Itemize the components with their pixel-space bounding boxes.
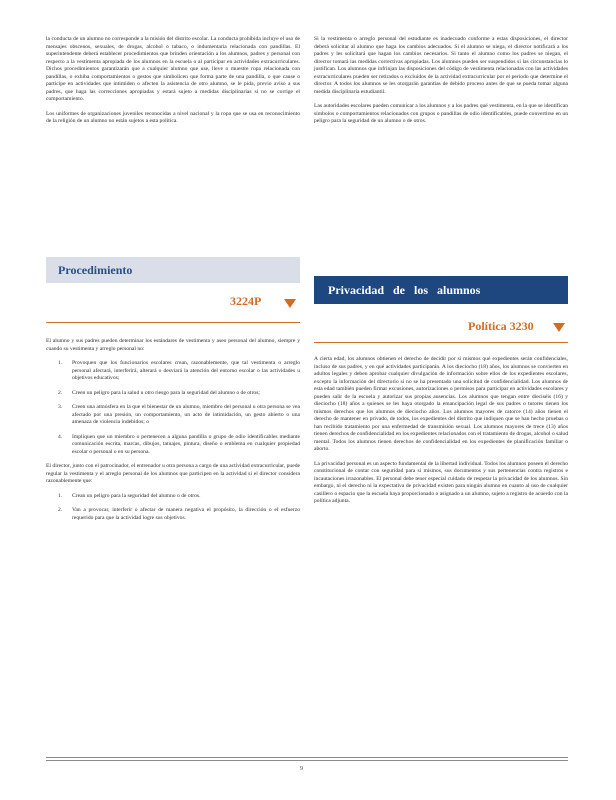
procedure-body — [46, 338, 300, 522]
list-item: 1. Crean un peligro para la seguridad del alumno o de otros. — [58, 492, 201, 499]
section-rule — [314, 342, 568, 343]
procedure-paragraph-1: El alumno y sus padres pueden determinar los estándares de vestimenta y aseo personal del alumno, siempre y cuando su vestimenta y arreglo personal no: — [46, 338, 300, 352]
right-column — [314, 36, 568, 126]
intro-paragraph-1: Si la vestimenta o arreglo personal del estudiante es inadecuado conforme a estas disposiciones, el director deberá solicitar al alumno que haga los cambios adecuados. Si el alumno se niega, el director notificará a los padres y les solicitará que hagan los cambios necesarios. Si tanto el alumno como los padres se niegan, el director tomará las medidas correctivas apropiadas. Los alumnos pueden ser suspendidos si las circunstancias lo justifican. Los alumnos que infrinjan las disposiciones del código de vestimenta relacionadas con las actividades extracurriculares pueden ser retirados o excluidos de la actividad extracurricular por el período que determine el director. A todos los alumnos se les otorgarán garantías de debido proceso antes de que se pueda tomar alguna medida disciplinaria estudiantil. — [314, 36, 568, 95]
page-number: 9 — [300, 766, 303, 772]
triangle-marker-icon — [553, 323, 565, 332]
procedure-paragraph-2: El director, junto con el patrocinador, el entrenador u otra persona a cargo de una actividad extracurricular, puede regular la vestimenta y el arreglo personal de los alumnos que participen en la actividad si el director considera razonablemente que: — [46, 463, 300, 484]
section-title: Procedimiento — [58, 263, 133, 277]
procedure-list-1 — [46, 360, 300, 456]
list-item: 1. Provoquen que los funcionarios escolares crean, razonablemente, que tal vestimenta o arreglo personal afectará, interferirá, alterará o desviará la atención del entorno escolar o las actividades u objetivos educativos; — [58, 360, 300, 381]
section-banner-procedimiento — [46, 257, 300, 283]
intro-paragraph-2: Las autoridades escolares pueden comunicar a los alumnos y a los padres qué vestimenta, en la que se identifican símbolos o comportamientos relacionados con grupos o pandillas de odio identificables, puede convertirse en un peligro para la seguridad de un alumno o de otros. — [314, 103, 568, 124]
footer-rule — [46, 757, 568, 758]
list-item: 2. Van a provocar, interferir o afectar de manera negativa el propósito, la dirección o el esfuerzo requerido para que la actividad logre sus objetivos. — [58, 507, 300, 521]
policy-paragraph-2: La privacidad personal es un aspecto fundamental de la libertad individual. Todos los alumnos poseen el derecho constitucional de contar con seguridad para sí mismos, sus documentos y sus pertenencias contra registros e incautaciones irrazonables. El personal debe tener especial cuidado de respetar la privacidad de los alumnos. Sin embargo, ni el derecho ni la expectativa de privacidad existen para ningún alumno en cuanto al uso de cualquier casillero o espacio que la escuela haya proporcionado o asignado a un alumno, sujeto a registro de acuerdo con la política adjunta. — [314, 460, 568, 504]
policy-paragraph-1: A cierta edad, los alumnos obtienen el derecho de decidir por sí mismos qué expedientes serán confidenciales, incluso de sus padres, y en qué actividades participarán. A los dieciocho (18) años, los alumnos se convierten en adultos legales y deben aprobar cualquier divulgación de información sobre ellos de los expedientes escolares, excepto la información del directorio si no se ha presentado una solicitud de confidencialidad. Los alumnos de esta edad también pueden firmar excusiones, autorizaciones o permisos para participar en actividades escolares y pueden salir de la escuela y autorizar sus propias ausencias. Los alumnos que tengan entre dieciséis (16) y dieciocho (18) años a quienes se les haya otorgado la emancipación legal de sus padres o tutores tienen los mismos derechos que los alumnos de dieciocho años. Los alumnos mayores de catorce (14) años tienen el derecho de mantener en privado, de todos, los expedientes del distrito que indiquen que se han hecho pruebas o han recibido tratamiento por una enfermedad de transmisión sexual. Los alumnos mayores de trece (13) años tienen derechos de confidencialidad en los expedientes relacionados con el tratamiento de drogas, alcohol o salud mental. Todos los alumnos tienen derechos de confidencialidad en los expedientes de planificación familiar o aborto. — [314, 356, 568, 452]
section-rule — [46, 322, 300, 323]
policy-code: Política 3230 — [468, 319, 534, 333]
intro-paragraph-2: Los uniformes de organizaciones juveniles reconocidas a nivel nacional y la ropa que se usa en reconocimiento de la religión de un alumno no están sujetos a esta política. — [46, 110, 300, 124]
left-column — [46, 36, 300, 126]
list-item: 2. Creen un peligro para la salud u otro riesgo para la seguridad del alumno o de otros; — [58, 389, 260, 396]
list-item: 3. Creen una atmósfera en la que el bienestar de un alumno, miembro del personal u otra persona se vea afectado por una presión, un comportamiento, un acto de intimidación, un gesto abierto o una amenaza de violencia indebidos; o — [58, 404, 300, 425]
section-title: Privacidad de los alumnos — [328, 283, 481, 297]
policy-body — [314, 356, 568, 506]
section-banner-privacidad — [314, 276, 568, 304]
procedure-code: 3224P — [230, 294, 262, 308]
procedure-list-2 — [46, 493, 300, 523]
footer-rule — [46, 760, 568, 761]
intro-paragraph-1: la conducta de un alumno no corresponde a la misión del distrito escolar. La conducta prohibida incluye el uso de mensajes obscenos, sexuales, de drogas, alcohol o tabaco, o indumentaria relacionada con pandillas. El superintendente deberá establecer procedimientos que brinden orientación a los alumnos, padres y personal con respecto a la vestimenta apropiada de los alumnos en la escuela o al participar en actividades extracurriculares. Dichos procedimientos garantizarán que a cualquier alumno que use, lleve o muestre ropa relacionada con pandillas, o exhiba comportamientos o gestos que simbolicen que forma parte de una pandilla, o que cause o participe en actividades que intimiden o afecten la asistencia de otro alumno, se le pida, previo aviso a sus padres, que haga las correcciones apropiadas y estará sujeto a medidas disciplinarias si no se corrige el comportamiento. — [46, 36, 300, 102]
list-item: 4. Impliquen que un miembro o pertenecen a alguna pandilla o grupo de odio identificables mediante comunicación escrita, marcas, dibujos, tatuajes, pintura, diseño o emblema en cualquier propiedad escolar o personal o en su persona. — [58, 433, 300, 455]
triangle-marker-icon — [284, 299, 296, 308]
